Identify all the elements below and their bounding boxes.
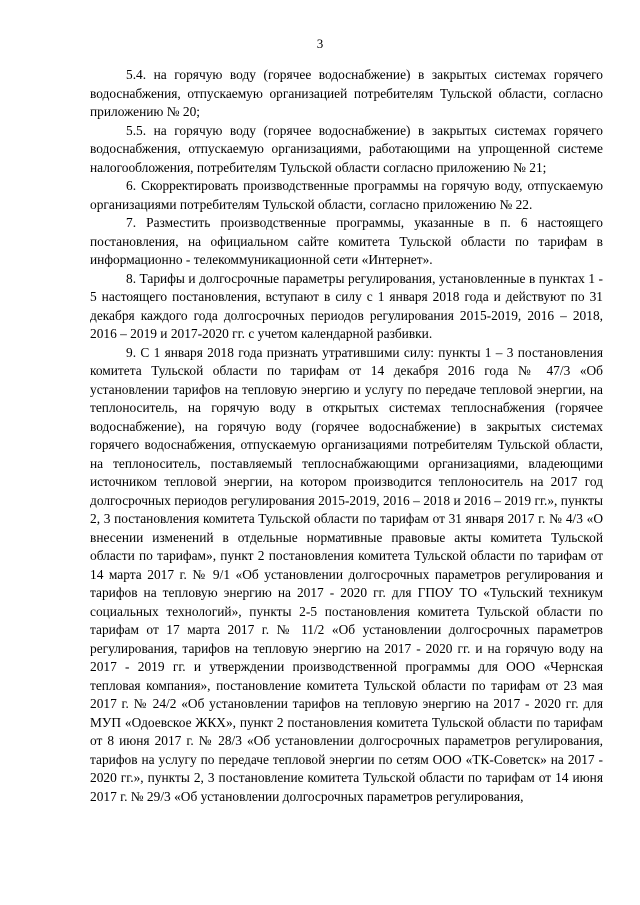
page-number: 3 <box>316 36 324 51</box>
paragraph-7: 7. Разместить производственные программы, указанные в п. 6 настоящего постановления, на официальном сайте комитета Тульской области по тарифам в информационно - телекоммуникационной сети «Интернет». <box>90 215 603 267</box>
paragraph-8: 8. Тарифы и долгосрочные параметры регулирования, установленные в пунктах 1 - 5 настоящего постановления, вступают в силу с 1 января 2018 года и действуют по 31 декабря каждого года долгосрочных периодов регулирования 2015-2019, 2016 – 2018, 2016 – 2019 и 2017-2020 гг. с учетом календарной разбивки. <box>90 270 603 341</box>
paragraph-9: 9. С 1 января 2018 года признать утратившими силу: пункты 1 – 3 постановления комитета Тульской области по тарифам от 14 декабря 2016 года № 47/3 «Об установлении тарифов на тепловую энергию и услугу по передаче тепловой энергии, на теплоноситель, на горячую воду в открытых системах теплоснабжения (горячее водоснабжение), на горячую воду (горячее водоснабжение) в закрытых системах горячего водоснабжения, отпускаемую организациями потребителям Тульской области, на теплоноситель, поставляемый теплоснабжающими организациями, владеющими источником тепловой энергии, на котором производится теплоноситель на 2017 год долгосрочных периодов регулирования 2015-2019, 2016 – 2018 и 2016 – 2019 гг.», пункты 2, 3 постановления комитета Тульской области по тарифам от 31 января 2017 г. № 4/3 «О внесении изменений в отдельные нормативные правовые акты комитета Тульской области по тарифам», пункт 2 постановления комитета Тульской области по тарифам от 14 марта 2017 г. № 9/1 «Об установлении долгосрочных параметров регулирования и тарифов на тепловую энергию на 2017 - 2020 гг. для ГПОУ ТО «Тульский техникум социальных технологий», пункты 2-5 постановления комитета Тульской области по тарифам от 17 марта 2017 г. № 11/2 «Об установлении долгосрочных параметров регулирования, тарифов на тепловую энергию на 2017 - 2020 гг. и на горячую воду на 2017 - 2019 гг. и утверждении производственной программы для ООО «Чернская тепловая компания», постановление комитета Тульской области по тарифам от 23 мая 2017 г. № 24/2 «Об установлении тарифов на тепловую энергию на 2017 - 2020 гг. для МУП «Одоевское ЖКХ», пункт 2 постановления комитета Тульской области по тарифам от 8 июня 2017 г. № 28/3 «Об установлении долгосрочных параметров регулирования, тарифов на услугу по передаче тепловой энергии по сетям ООО «ТК-Советск» на 2017 - 2020 гг.», пункты 2, 3 постановление комитета Тульской области по тарифам от 14 июня 2017 г. № 29/3 «Об установлении долгосрочных параметров регулирования, <box>90 344 603 804</box>
paragraph-5-4: 5.4. на горячую воду (горячее водоснабжение) в закрытых системах горячего водоснабжения, отпускаемую организацией потребителям Тульской области, согласно приложению № 20; <box>90 67 603 119</box>
paragraph-5-5: 5.5. на горячую воду (горячее водоснабжение) в закрытых системах горячего водоснабжения, отпускаемую организациями, работающими на упрощенной системе налогообложения, потребителям Тульской области согласно приложению № 21; <box>90 122 603 175</box>
document-body <box>90 66 603 806</box>
paragraph-6: 6. Скорректировать производственные программы на горячую воду, отпускаемую организациями потребителям Тульской области, согласно приложению № 22. <box>90 178 603 212</box>
